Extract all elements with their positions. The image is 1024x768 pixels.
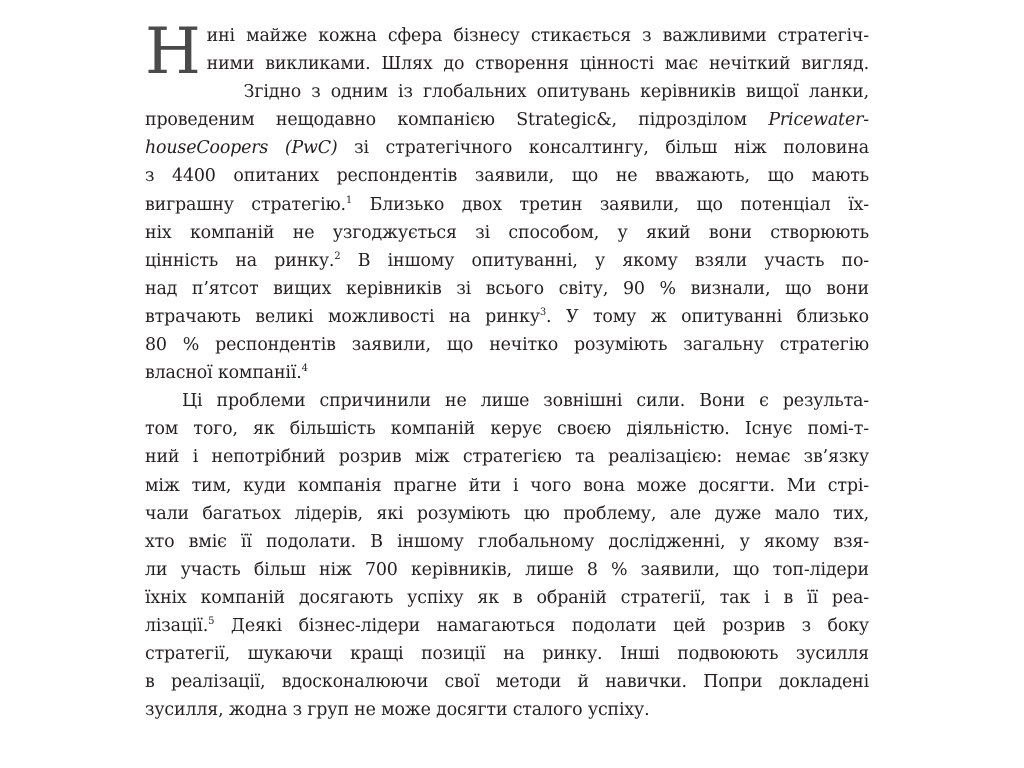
- text-line: лізації.$^5$ Деякі бізнес-лідери намагаються подолати цей розрив з боку: [145, 615, 869, 636]
- text-line: houseCoopers (PwC) зі стратегічного консалтингу, більш ніж половина: [145, 138, 869, 159]
- drop-cap: Н: [145, 15, 201, 89]
- text-line: власної компанії.$^4$: [145, 363, 308, 384]
- company-name-italic: houseCoopers (PwC): [145, 138, 338, 159]
- paragraph-intro: [145, 15, 869, 89]
- footnote-ref: 1: [345, 194, 353, 206]
- text-line: ний і непотрібний розрив між стратегією та реалізацією: немає зв’язку: [145, 447, 869, 468]
- text-line: між тим, куди компанія прагне йти і чого вона може досягти. Ми стрі-: [145, 475, 869, 496]
- text-line: їхніх компаній досягають успіху як в обраній стратегії, так і в її реа-: [145, 587, 869, 608]
- text-line: хто вміє її подолати. В іншому глобальному дослідженні, у якому взя-: [145, 531, 869, 552]
- text-line: чали багатьох лідерів, які розуміють цю проблему, але дуже мало тих,: [145, 503, 869, 524]
- footnote-ref: 5: [208, 615, 215, 627]
- text-line: виграшну стратегію.$^1$ Близько двох третин заявили, що потенціал їх-: [145, 194, 869, 215]
- document-page: [145, 15, 870, 724]
- footnote-ref: 4: [301, 363, 308, 375]
- text-line: ині майже кожна сфера бізнесу стикається з важливими стратегіч-: [206, 26, 869, 46]
- text-line: над п’ятсот вищих керівників зі всього світу, 90 % визнали, що вони: [145, 278, 869, 299]
- paragraph-problems: [145, 387, 869, 724]
- text-line: цінність на ринку.$^2$ В іншому опитуванні, у якому взяли участь по-: [145, 250, 870, 271]
- text-line: в реалізації, вдосконалюючи свої методи й навички. Попри докладені: [145, 672, 869, 693]
- text-line: зусилля, жодна з груп не може досягти сталого успіху.: [145, 700, 650, 721]
- footnote-ref: 3: [539, 306, 547, 318]
- text-line: Згідно з одним із глобальних опитувань керівників вищої ланки,: [243, 82, 869, 103]
- company-name-italic: Pricewater-: [768, 110, 869, 131]
- text-line: проведеним нещодавно компанією Strategic&, підрозділом Pricewater-: [145, 110, 869, 131]
- text-line: стратегії, шукаючи кращі позиції на ринку. Інші подвоюють зусилля: [145, 644, 869, 665]
- paragraph-survey: [145, 78, 869, 387]
- text-line: ніх компаній не узгоджується зі способом, у який вони створюють: [145, 222, 869, 243]
- text-line: ними викликами. Шлях до створення цінності має нечіткий вигляд.: [206, 54, 869, 75]
- text-line: Ці проблеми спричинили не лише зовнішні сили. Вони є результа-: [182, 391, 869, 412]
- footnote-ref: 2: [334, 250, 341, 262]
- text-line: 80 % респондентів заявили, що нечітко розуміють загальну стратегію: [145, 335, 869, 356]
- text-line: том того, як більшість компаній керує своєю діяльністю. Існує помі-т-: [145, 419, 869, 440]
- text-line: з 4400 опитаних респондентів заявили, що не вважають, що мають: [145, 166, 869, 187]
- text-line: втрачають великі можливості на ринку$^3$. У тому ж опитуванні близько: [145, 306, 869, 327]
- text-line: ли участь більш ніж 700 керівників, лише 8 % заявили, що топ-лідери: [145, 559, 869, 580]
